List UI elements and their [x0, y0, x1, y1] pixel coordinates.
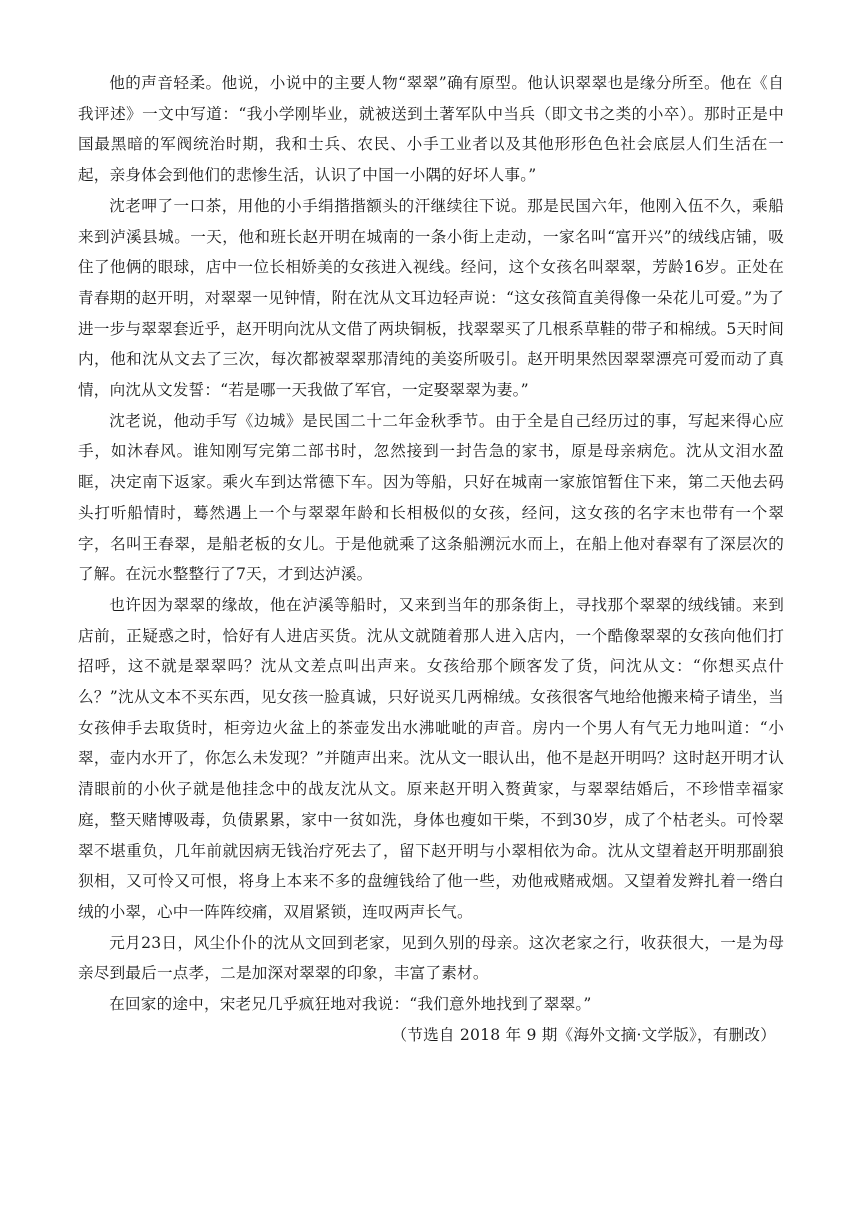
paragraph: 也许因为翠翠的缘故，他在泸溪等船时，又来到当年的那条街上，寻找那个翠翠的绒线铺。来到店前，正疑惑之时，恰好有人进店买货。沈从文就随着那人进入店内，一个酷像翠翠的女孩向他们打招呼，这不就是翠翠吗？沈从文差点叫出声来。女孩给那个顾客发了货，问沈从文：“你想买点什么？”沈从文本不买东西，见女孩一脸真诚，只好说买几两棉绒。女孩很客气地给他搬来椅子请坐，当女孩伸手去取货时，柜旁边火盆上的茶壶发出水沸呲呲的声音。房内一个男人有气无力地叫道：“小翠，壶内水开了，你怎么未发现？”并随声出来。沈从文一眼认出，他不是赵开明吗？这时赵开明才认清眼前的小伙子就是他挂念中的战友沈从文。原来赵开明入赘黄家，与翠翠结婚后，不珍惜幸福家庭，整天赌博吸毒，负债累累，家中一贫如洗，身体也瘦如干柴，不到30岁，成了个枯老头。可怜翠翠不堪重负，几年前就因病无钱治疗死去了，留下赵开明与小翠相依为命。沈从文望着赵开明那副狼狈相，又可怜又可恨，将身上本来不多的盘缠钱给了他一些，劝他戒赌戒烟。又望着发辫扎着一绺白绒的小翠，心中一阵阵绞痛，双眉紧锁，连叹两声长气。 [78, 595, 784, 921]
article-body [78, 68, 784, 1051]
paragraph: 沈老说，他动手写《边城》是民国二十二年金秋季节。由于全是自己经历过的事，写起来得心应手，如沐春风。谁知刚写完第二部书时，忽然接到一封告急的家书，原是母亲病危。沈从文泪水盈眶，决定南下返家。乘火车到达常德下车。因为等船，只好在城南一家旅馆暂住下来，第二天他去码头打听船情时，蓦然遇上一个与翠翠年龄和长相极似的女孩，经问，这女孩的名字末也带有一个翠字，名叫王春翠，是船老板的女儿。于是他就乘了这条船溯沅水而上，在船上他对春翠有了深层次的了解。在沅水整整行了7天，才到达泸溪。 [78, 411, 784, 584]
paragraph: 沈老呷了一口茶，用他的小手绢揩揩额头的汗继续往下说。那是民国六年，他刚入伍不久，乘船来到泸溪县城。一天，他和班长赵开明在城南的一条小街上走动，一家名叫“富开兴”的绒线店铺，吸住了他俩的眼球，店中一位长相娇美的女孩进入视线。经问，这个女孩名叫翠翠，芳龄16岁。正处在青春期的赵开明，对翠翠一见钟情，附在沈从文耳边轻声说：“这女孩简直美得像一朵花儿可爱。”为了进一步与翠翠套近乎，赵开明向沈从文借了两块铜板，找翠翠买了几根系草鞋的带子和棉绒。5天时间内，他和沈从文去了三次，每次都被翠翠那清纯的美姿所吸引。赵开明果然因翠翠漂亮可爱而动了真情，向沈从文发誓：“若是哪一天我做了军官，一定娶翠翠为妻。” [78, 196, 784, 400]
paragraph: 在回家的途中，宋老兄几乎疯狂地对我说：“我们意外地找到了翠翠。” [109, 995, 592, 1014]
paragraph: 元月23日，风尘仆仆的沈从文回到老家，见到久别的母亲。这次老家之行，收获很大，一是为母亲尽到最后一点孝，二是加深对翠翠的印象，丰富了素材。 [78, 933, 784, 983]
paragraph: 他的声音轻柔。他说，小说中的主要人物“翠翠”确有原型。他认识翠翠也是缘分所至。他在《自我评述》一文中写道：“我小学刚毕业，就被送到土著军队中当兵（即文书之类的小卒）。那时正是中国最黑暗的军阀统治时期，我和士兵、农民、小手工业者以及其他形形色色社会底层人们生活在一起，亲身体会到他们的悲惨生活，认识了中国一小隅的好坏人事。” [78, 74, 784, 185]
source-citation: （节选自 2018 年 9 期《海外文摘·文学版》，有删改） [391, 1025, 776, 1044]
